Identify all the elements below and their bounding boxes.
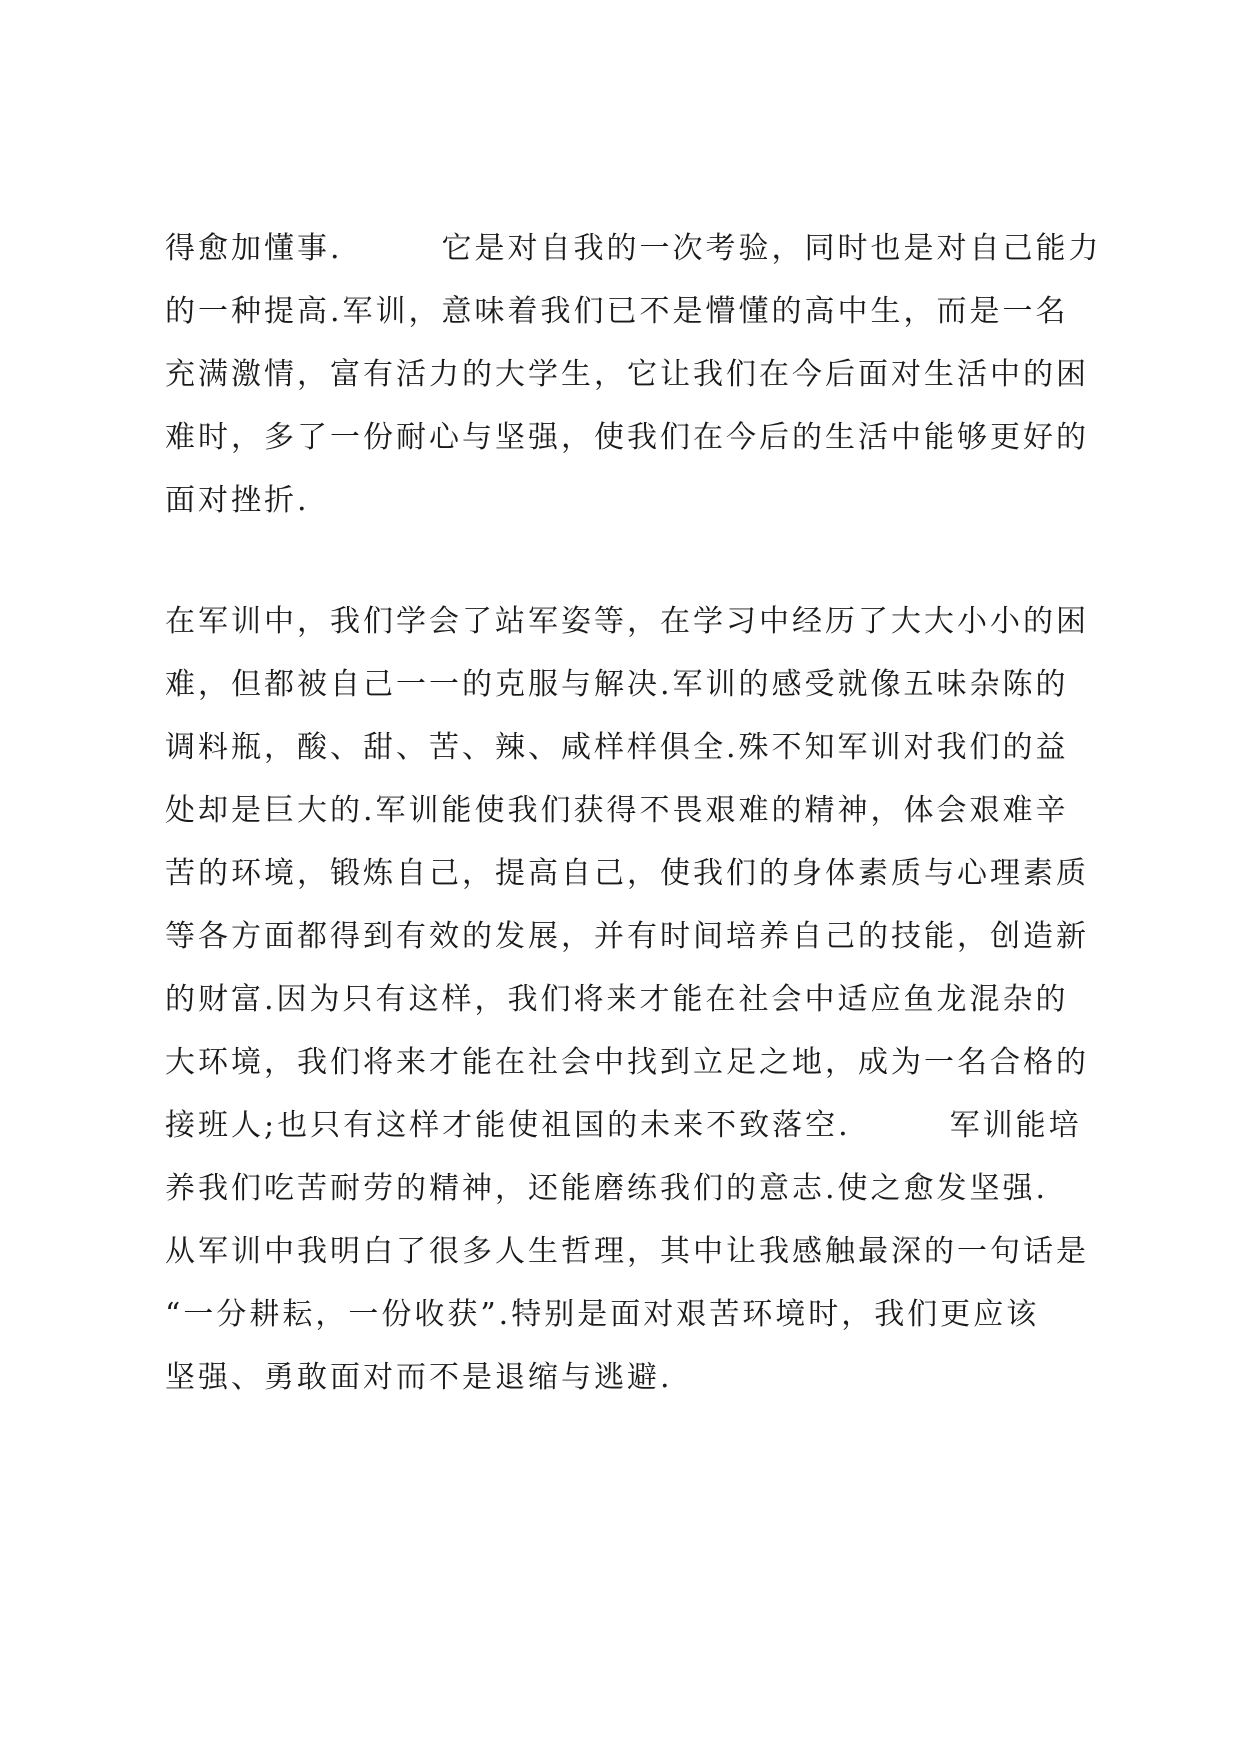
paragraph-1-line-4: 难时，多了一份耐心与坚强，使我们在今后的生活中能够更好的 <box>165 420 1089 455</box>
paragraph-2-line-13: 坚强、勇敢面对而不是退缩与逃避. <box>165 1360 673 1395</box>
paragraph-2-line-1: 在军训中，我们学会了站军姿等，在学习中经历了大大小小的困 <box>165 604 1089 639</box>
paragraph-2-line-6: 等各方面都得到有效的发展，并有时间培养自己的技能，创造新 <box>165 919 1089 954</box>
paragraph-1-line-2: 的一种提高.军训，意味着我们已不是懵懂的高中生，而是一名 <box>165 294 1069 329</box>
paragraph-2-line-7: 的财富.因为只有这样，我们将来才能在社会中适应鱼龙混杂的 <box>165 982 1069 1017</box>
paragraph-1-line-5: 面对挫折. <box>165 483 310 518</box>
paragraph-2-line-3: 调料瓶，酸、甜、苦、辣、咸样样俱全.殊不知军训对我们的益 <box>165 730 1069 765</box>
paragraph-2-line-10: 养我们吃苦耐劳的精神，还能磨练我们的意志.使之愈发坚强. <box>165 1171 1049 1206</box>
paragraph-2-line-2: 难，但都被自己一一的克服与解决.军训的感受就像五味杂陈的 <box>165 667 1069 702</box>
paragraph-2-line-8: 大环境，我们将来才能在社会中找到立足之地，成为一名合格的 <box>165 1045 1089 1080</box>
paragraph-1-line-3: 充满激情，富有活力的大学生，它让我们在今后面对生活中的困 <box>165 357 1089 392</box>
paragraph-2-line-4: 处却是巨大的.军训能使我们获得不畏艰难的精神，体会艰难辛 <box>165 793 1069 828</box>
paragraph-2-line-11: 从军训中我明白了很多人生哲理，其中让我感触最深的一句话是 <box>165 1234 1089 1269</box>
paragraph-2-line-9: 接班人;也只有这样才能使祖国的未来不致落空. 军训能培 <box>165 1108 1082 1143</box>
paragraph-1-line-1: 得愈加懂事. 它是对自我的一次考验，同时也是对自己能力 <box>165 231 1102 266</box>
paragraph-2-line-12: “一分耕耘，一份收获”.特别是面对艰苦环境时，我们更应该 <box>165 1297 1040 1332</box>
paragraph-2-line-5: 苦的环境，锻炼自己，提高自己，使我们的身体素质与心理素质 <box>165 856 1089 891</box>
